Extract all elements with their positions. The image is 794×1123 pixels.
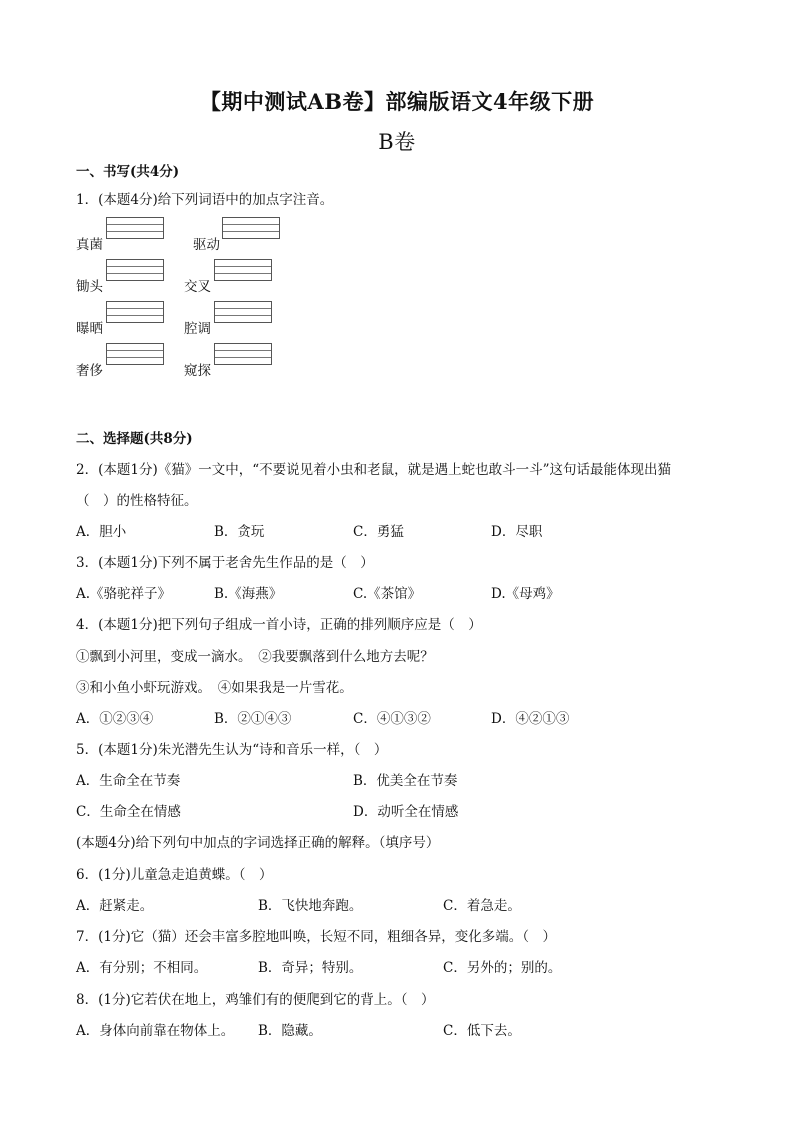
question-2-line-1: 2．(本题1分)《猫》一文中，“不要说见着小虫和老鼠，就是遇上蛇也敢斗一斗”这句话最能体现出猫 (76, 462, 672, 478)
question-5: 5．(本题1分)朱光潜先生认为“诗和音乐一样，（ ） (76, 742, 388, 758)
word-item: 交叉 (184, 279, 211, 295)
pinyin-box[interactable] (106, 343, 164, 365)
word-item: 真菌 (76, 237, 103, 253)
option[interactable]: A．生命全在节奏 (76, 773, 181, 789)
option[interactable]: B．贪玩 (214, 524, 265, 540)
option[interactable]: D.《母鸡》 (491, 586, 560, 602)
question-4: 4．(本题1分)把下列句子组成一首小诗，正确的排列顺序应是（ ） (76, 617, 482, 633)
option[interactable]: B．飞快地奔跑。 (258, 898, 363, 914)
question-4-sentences-1: ①飘到小河里，变成一滴水。 ②我要飘落到什么地方去呢？ (76, 649, 434, 665)
option[interactable]: A．①②③④ (76, 711, 154, 727)
option[interactable]: C．低下去。 (443, 1023, 521, 1039)
word-item: 腔调 (184, 321, 211, 337)
option[interactable]: C．④①③② (353, 711, 431, 727)
pinyin-box[interactable] (214, 343, 272, 365)
option[interactable]: A.《骆驼祥子》 (76, 586, 172, 602)
question-6: 6．(1分)儿童急走追黄蝶。（ ） (76, 867, 273, 883)
option[interactable]: C．着急走。 (443, 898, 521, 914)
option[interactable]: A．赶紧走。 (76, 898, 154, 914)
option[interactable]: B．隐藏。 (258, 1023, 322, 1039)
page-title: 【期中测试AB卷】部编版语文4年级下册 (199, 89, 595, 114)
page-subtitle: B卷 (378, 130, 416, 154)
option[interactable]: C．生命全在情感 (76, 804, 181, 820)
option[interactable]: B．②①④③ (214, 711, 292, 727)
section-heading-choice: 二、选择题(共8分) (76, 431, 193, 447)
question-4-sentences-2: ③和小鱼小虾玩游戏。 ④如果我是一片雪花。 (76, 680, 353, 696)
option[interactable]: D．尽职 (491, 524, 543, 540)
option[interactable]: A．胆小 (76, 524, 127, 540)
option[interactable]: C．另外的；别的。 (443, 960, 562, 976)
question-1: 1．(本题4分)给下列词语中的加点字注音。 (76, 192, 334, 208)
word-item: 曝晒 (76, 321, 103, 337)
option[interactable]: D．动听全在情感 (353, 804, 459, 820)
pinyin-box[interactable] (106, 259, 164, 281)
word-item: 奢侈 (76, 363, 103, 379)
word-item: 窥探 (184, 363, 211, 379)
option[interactable]: A．身体向前靠在物体上。 (76, 1023, 235, 1039)
question-2-line-2: （ ）的性格特征。 (76, 493, 198, 509)
pinyin-box[interactable] (214, 301, 272, 323)
question-7: 7．(1分)它（猫）还会丰富多腔地叫唤，长短不同，粗细各异，变化多端。（ ） (76, 929, 556, 945)
pinyin-box[interactable] (106, 301, 164, 323)
section-heading-writing: 一、书写(共4分) (76, 164, 180, 180)
pinyin-box[interactable] (222, 217, 280, 239)
pinyin-box[interactable] (106, 217, 164, 239)
pinyin-box[interactable] (214, 259, 272, 281)
option[interactable]: C．勇猛 (353, 524, 404, 540)
option[interactable]: B．优美全在节奏 (353, 773, 458, 789)
question-6-intro: (本题4分)给下列句中加点的字词选择正确的解释。（填序号） (76, 835, 440, 851)
question-3: 3．(本题1分)下列不属于老舍先生作品的是（ ） (76, 555, 374, 571)
option[interactable]: D．④②①③ (491, 711, 570, 727)
question-8: 8．(1分)它若伏在地上，鸡雏们有的便爬到它的背上。（ ） (76, 992, 435, 1008)
option[interactable]: C.《茶馆》 (353, 586, 422, 602)
option[interactable]: B.《海燕》 (214, 586, 283, 602)
word-item: 锄头 (76, 279, 103, 295)
word-item: 驱动 (193, 237, 220, 253)
option[interactable]: A．有分别；不相同。 (76, 960, 208, 976)
option[interactable]: B．奇异；特别。 (258, 960, 363, 976)
